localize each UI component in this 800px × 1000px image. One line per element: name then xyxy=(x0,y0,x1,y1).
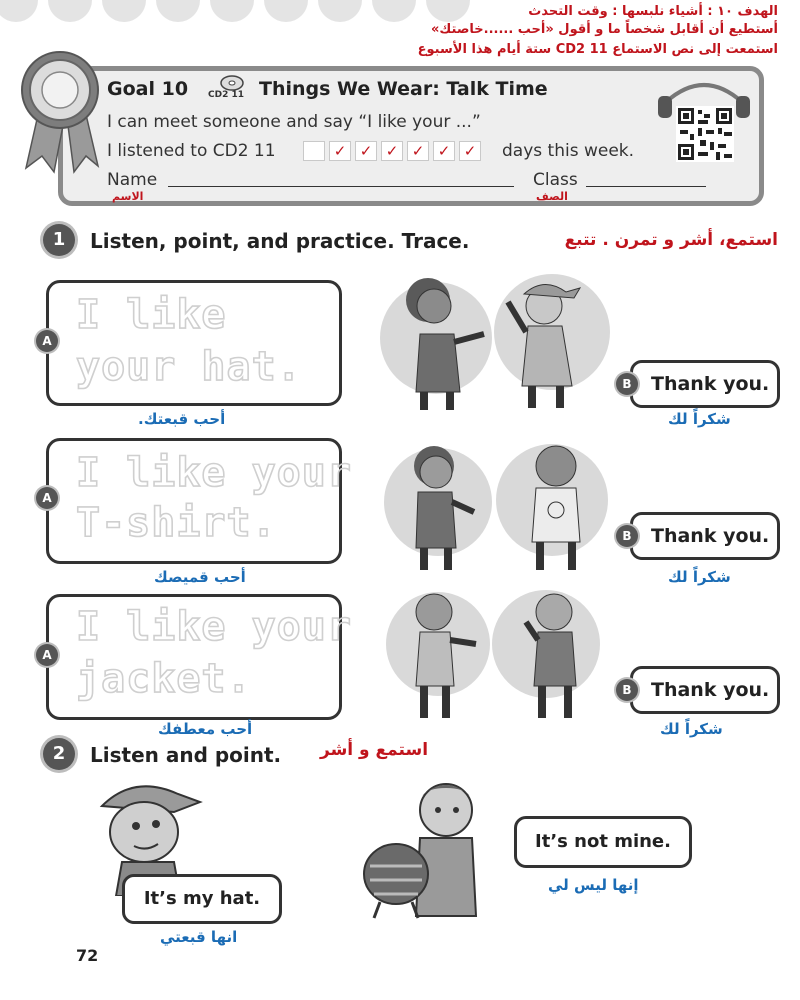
qr-code-icon[interactable] xyxy=(676,106,734,162)
listened-prefix: I listened to CD2 11 xyxy=(107,141,276,161)
boys-jacket-illustration xyxy=(376,582,620,722)
day-checkbox-5[interactable]: ✓ xyxy=(407,141,429,161)
speaker-a-tag-1: A xyxy=(36,330,58,352)
arabic-translation-not-mine: إنها ليس لي xyxy=(548,876,639,894)
listened-suffix: days this week. xyxy=(502,141,635,161)
trace-text-1-line-1[interactable]: I like xyxy=(76,292,227,338)
name-label: Name xyxy=(107,170,158,190)
arabic-translation-b-1: شكراً لك xyxy=(668,410,731,428)
goal-number: Goal 10 xyxy=(107,78,189,100)
cd-track-label: CD2 11 xyxy=(208,90,244,100)
speech-bubble-b-2: Thank you. xyxy=(630,512,780,560)
arabic-goal-statement: أستطيع أن أقابل شخصاً ما و أقول «أحب ......خاصتك» xyxy=(431,22,778,37)
trace-text-2-line-2[interactable]: T-shirt. xyxy=(76,500,277,546)
section-2-number: 2 xyxy=(43,738,75,770)
name-line[interactable] xyxy=(168,186,514,187)
page-number: 72 xyxy=(76,946,99,965)
arabic-translation-a-1: أحب قبعتك. xyxy=(138,410,226,428)
trace-text-3-line-1[interactable]: I like your xyxy=(76,604,352,650)
arabic-translation-a-3: أحب معطفك xyxy=(158,720,253,738)
speaker-a-tag-3: A xyxy=(36,644,58,666)
trace-text-1-line-2[interactable]: your hat. xyxy=(76,344,302,390)
speech-bubble-my-hat: It’s my hat. xyxy=(122,874,282,924)
cd-badge xyxy=(208,74,254,104)
boys-tshirt-illustration xyxy=(376,430,620,572)
boy-holding-hat-illustration xyxy=(360,776,510,922)
award-rosette-icon xyxy=(14,50,104,174)
class-arabic-label: الصف xyxy=(536,190,568,203)
section-1-number: 1 xyxy=(43,224,75,256)
name-arabic-label: الاسم xyxy=(112,190,144,203)
day-checkbox-6[interactable]: ✓ xyxy=(433,141,455,161)
speaker-b-tag-1: B xyxy=(616,373,638,395)
day-checkbox-2[interactable]: ✓ xyxy=(329,141,351,161)
trace-text-3-line-2[interactable]: jacket. xyxy=(76,656,252,702)
day-checkbox-4[interactable]: ✓ xyxy=(381,141,403,161)
speech-bubble-b-1: Thank you. xyxy=(630,360,780,408)
arabic-translation-a-2: أحب قميصك xyxy=(154,568,246,586)
section-2-heading-arabic: استمع و أشر xyxy=(320,740,429,760)
trace-text-2-line-1[interactable]: I like your xyxy=(76,450,352,496)
day-checkbox-7[interactable]: ✓ xyxy=(459,141,481,161)
arabic-listening-note: استمعت إلى نص الاستماع CD2 11 ستة أيام هذا الأسبوع xyxy=(417,42,778,57)
speaker-b-tag-3: B xyxy=(616,679,638,701)
arabic-translation-b-2: شكراً لك xyxy=(668,568,731,586)
day-checkbox-1[interactable] xyxy=(303,141,325,161)
arabic-translation-b-3: شكراً لك xyxy=(660,720,723,738)
goal-statement: I can meet someone and say “I like your ...” xyxy=(107,112,481,132)
speaker-b-tag-2: B xyxy=(616,525,638,547)
speech-bubble-not-mine: It’s not mine. xyxy=(514,816,692,868)
section-2-heading: Listen and point. xyxy=(90,743,282,767)
day-checkbox-3[interactable]: ✓ xyxy=(355,141,377,161)
boys-hat-illustration xyxy=(376,262,620,412)
goal-title: Things We Wear: Talk Time xyxy=(259,78,548,100)
class-line[interactable] xyxy=(586,186,706,187)
section-1-heading-arabic: استمع، أشر و تمرن . تتبع xyxy=(564,230,778,250)
speaker-a-tag-2: A xyxy=(36,487,58,509)
arabic-goal-title: الهدف ١٠ : أشياء نلبسها : وقت التحدث xyxy=(528,4,778,19)
arabic-translation-my-hat: انها قبعتي xyxy=(160,928,238,946)
section-1-heading: Listen, point, and practice. Trace. xyxy=(90,229,470,253)
class-label: Class xyxy=(533,170,578,190)
speech-bubble-b-3: Thank you. xyxy=(630,666,780,714)
